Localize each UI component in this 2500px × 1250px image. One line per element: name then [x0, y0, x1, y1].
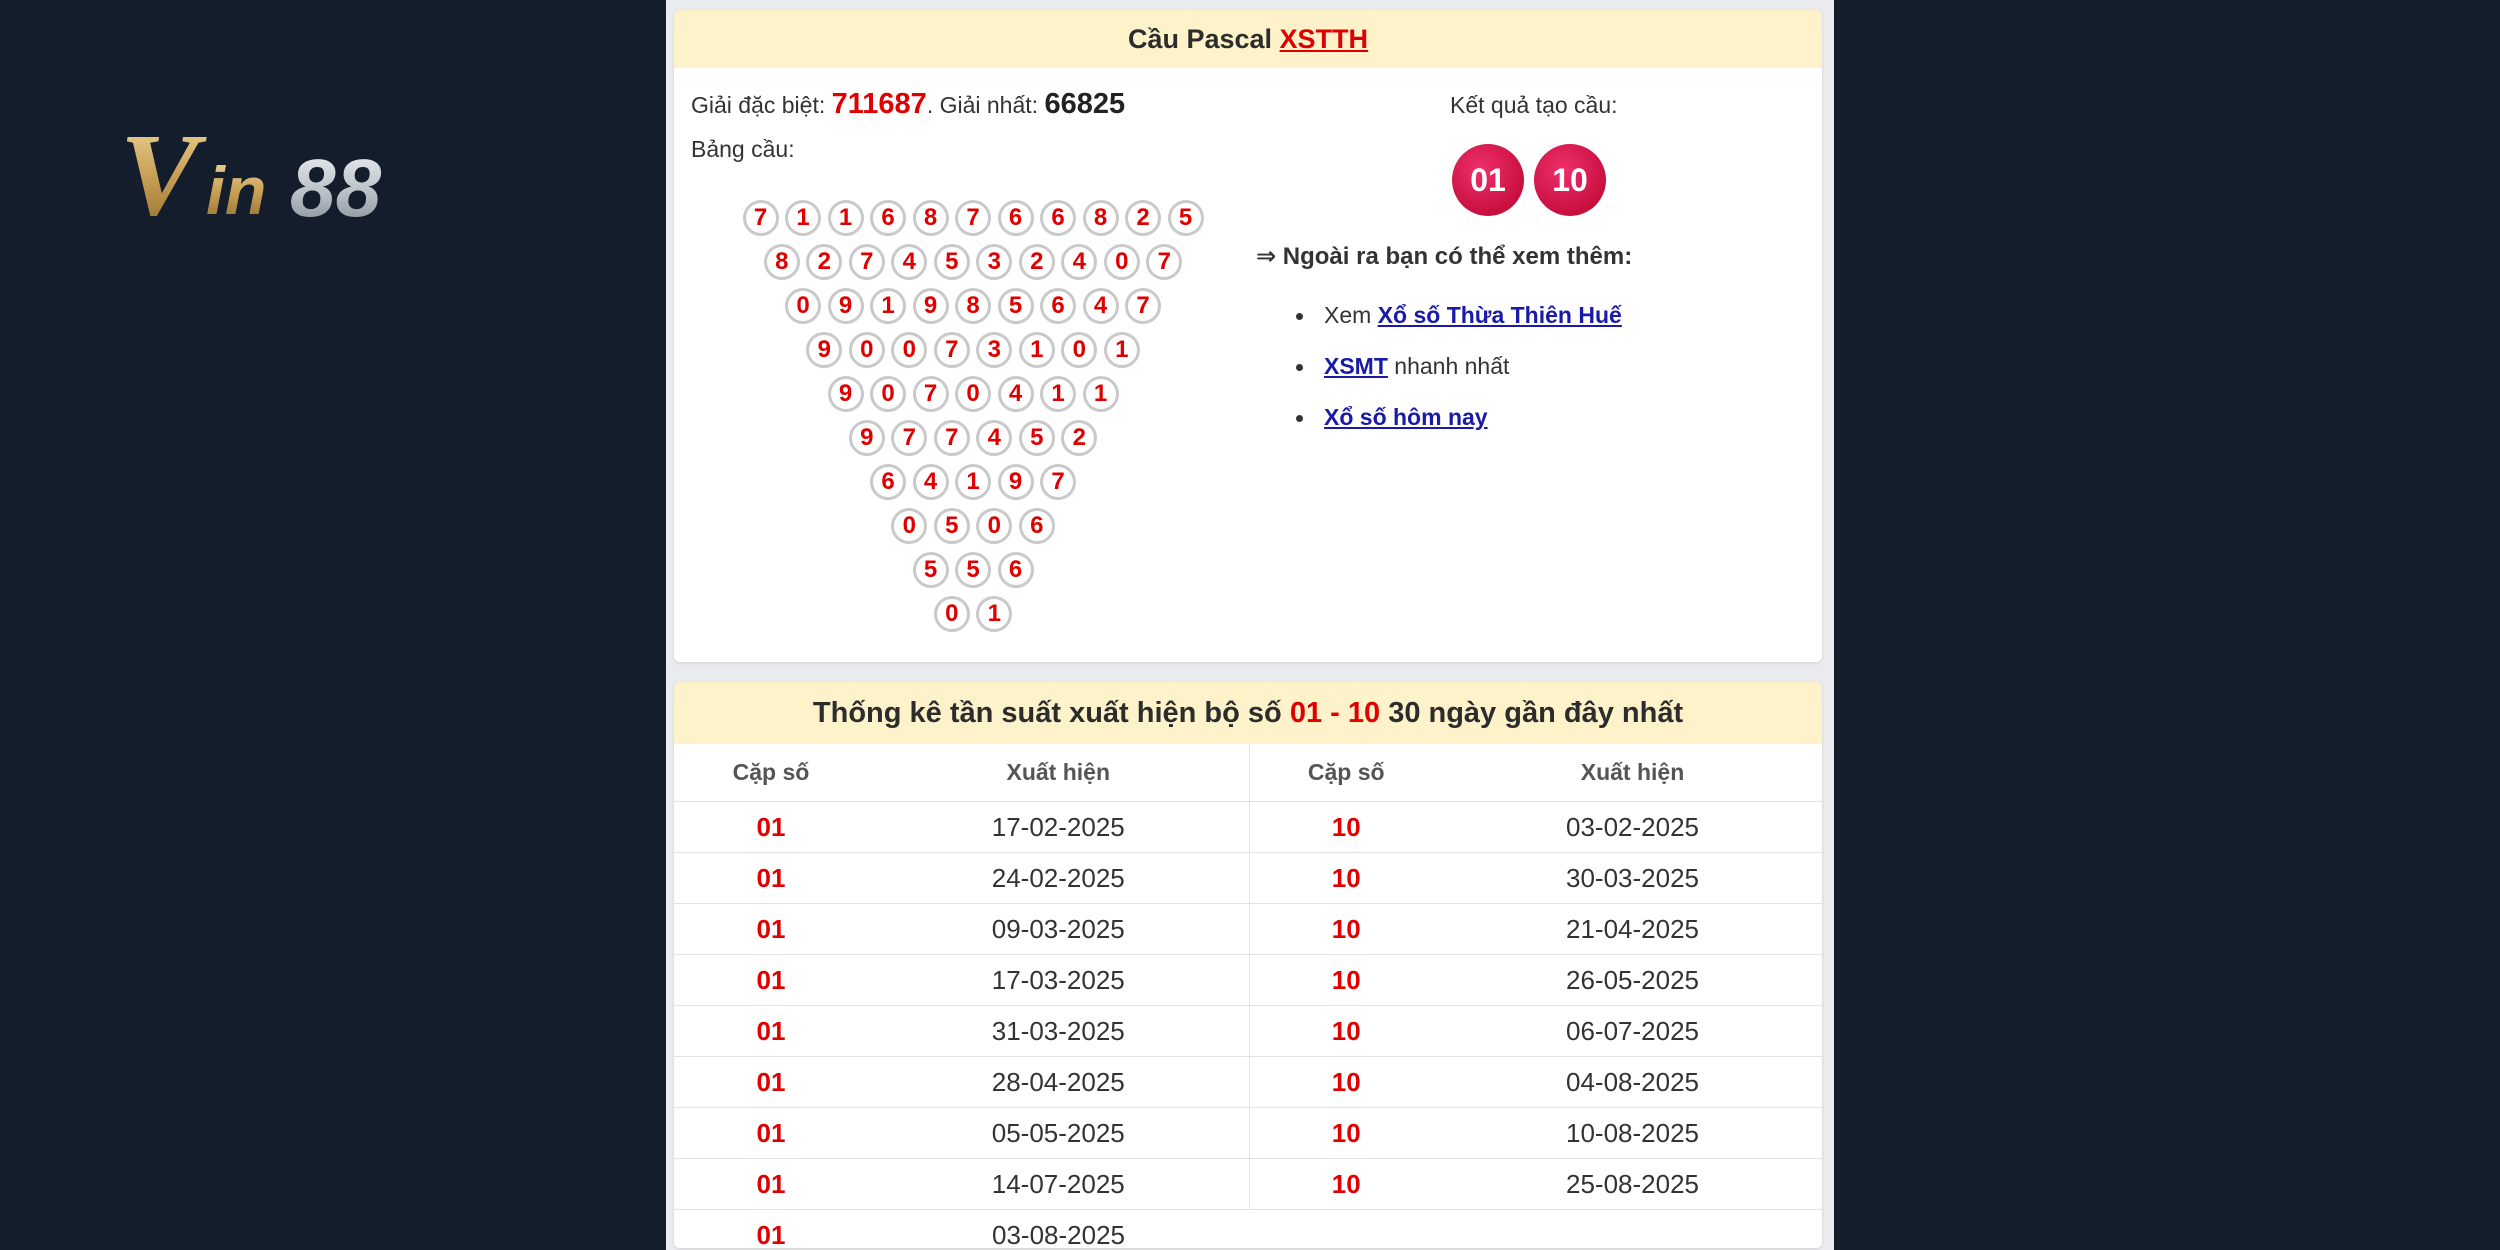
table-row — [674, 853, 1822, 904]
pascal-ball: 4 — [1061, 244, 1097, 280]
pascal-ball: 6 — [998, 200, 1034, 236]
pair-b-cell: 10 — [1249, 853, 1443, 904]
table-row — [674, 802, 1822, 853]
stats-body — [674, 802, 1822, 1249]
pascal-ball: 7 — [1146, 244, 1182, 280]
col-appear-a: Xuất hiện — [868, 744, 1249, 802]
logo-letter-v: V — [120, 112, 199, 240]
pascal-ball: 0 — [891, 332, 927, 368]
vin88-logo — [120, 112, 490, 242]
pascal-ball: 6 — [1019, 508, 1055, 544]
date-a-cell: 14-07-2025 — [868, 1159, 1249, 1210]
pascal-ball: 5 — [1019, 420, 1055, 456]
table-row — [674, 904, 1822, 955]
more-links-list — [1294, 300, 1622, 453]
pascal-ball: 1 — [1040, 376, 1076, 412]
pascal-ball: 9 — [998, 464, 1034, 500]
date-b-cell: 26-05-2025 — [1443, 955, 1822, 1006]
vin88-logo-graphic — [120, 112, 490, 242]
more-item2-suffix: nhanh nhất — [1387, 353, 1510, 379]
pair-b-cell: 10 — [1249, 1006, 1443, 1057]
pascal-ball: 0 — [1104, 244, 1140, 280]
stats-title-suffix: 30 ngày gần đây nhất — [1388, 696, 1684, 729]
pascal-title-text: Cầu Pascal — [1127, 23, 1273, 54]
main-content — [666, 0, 1834, 1250]
pascal-ball: 1 — [785, 200, 821, 236]
date-a-cell: 17-03-2025 — [868, 955, 1249, 1006]
date-a-cell: 09-03-2025 — [868, 904, 1249, 955]
pascal-ball: 0 — [1061, 332, 1097, 368]
pascal-ball: 7 — [1040, 464, 1076, 500]
table-label: Bảng cầu: — [691, 136, 795, 162]
pascal-ball: 7 — [849, 244, 885, 280]
pascal-ball: 2 — [1019, 244, 1055, 280]
date-a-cell: 28-04-2025 — [868, 1057, 1249, 1108]
pair-b-cell: 10 — [1249, 955, 1443, 1006]
pascal-ball: 5 — [934, 244, 970, 280]
date-b-cell — [1443, 1210, 1822, 1249]
date-b-cell: 25-08-2025 — [1443, 1159, 1822, 1210]
pair-a-cell: 01 — [674, 1006, 868, 1057]
pascal-ball: 9 — [913, 288, 949, 324]
date-b-cell: 03-02-2025 — [1443, 802, 1822, 853]
date-b-cell: 10-08-2025 — [1443, 1108, 1822, 1159]
pascal-ball: 1 — [1083, 376, 1119, 412]
pair-b-cell: 10 — [1249, 1159, 1443, 1210]
more-heading: ⇒ Ngoài ra bạn có thể xem thêm: — [1256, 243, 1633, 270]
pascal-ball: 3 — [976, 244, 1012, 280]
xs-hom-nay-link[interactable]: Xổ số hôm nay — [1324, 404, 1488, 430]
pair-b-cell: 10 — [1249, 802, 1443, 853]
date-b-cell: 30-03-2025 — [1443, 853, 1822, 904]
stats-panel — [674, 682, 1822, 1248]
more-item1-prefix: Xem — [1324, 302, 1378, 328]
date-b-cell: 06-07-2025 — [1443, 1006, 1822, 1057]
pascal-ball: 0 — [849, 332, 885, 368]
stats-header-row — [674, 744, 1822, 802]
pascal-ball: 8 — [1083, 200, 1119, 236]
pascal-ball: 5 — [955, 552, 991, 588]
pair-b-cell: 10 — [1249, 904, 1443, 955]
table-row — [674, 1210, 1822, 1249]
pascal-ball: 5 — [913, 552, 949, 588]
table-row — [674, 1057, 1822, 1108]
pascal-ball: 1 — [1019, 332, 1055, 368]
special-prize-value: 711687 — [831, 88, 927, 120]
pascal-ball: 0 — [976, 508, 1012, 544]
result-ball-1: 01 — [1452, 144, 1524, 216]
pair-a-cell: 01 — [674, 1057, 868, 1108]
pascal-ball: 5 — [998, 288, 1034, 324]
pair-a-cell: 01 — [674, 904, 868, 955]
pascal-ball: 0 — [934, 596, 970, 632]
pascal-ball: 4 — [1083, 288, 1119, 324]
pascal-ball: 1 — [955, 464, 991, 500]
pascal-ball: 0 — [955, 376, 991, 412]
pascal-ball: 7 — [891, 420, 927, 456]
pascal-ball: 6 — [1040, 288, 1076, 324]
date-a-cell: 05-05-2025 — [868, 1108, 1249, 1159]
pascal-ball: 7 — [934, 420, 970, 456]
pascal-ball: 6 — [870, 464, 906, 500]
stats-table — [674, 744, 1822, 1248]
result-label: Kết quả tạo cầu: — [1450, 92, 1618, 118]
pascal-ball: 6 — [1040, 200, 1076, 236]
pascal-panel — [674, 10, 1822, 662]
pascal-ball: 8 — [913, 200, 949, 236]
result-ball-2: 10 — [1534, 144, 1606, 216]
date-a-cell: 03-08-2025 — [868, 1210, 1249, 1249]
pair-b-cell — [1249, 1210, 1443, 1249]
pair-a-cell: 01 — [674, 1108, 868, 1159]
stats-title-highlight: 01 - 10 — [1289, 696, 1381, 729]
pascal-ball: 7 — [1125, 288, 1161, 324]
pascal-ball: 0 — [870, 376, 906, 412]
list-item — [1294, 300, 1622, 351]
xs-thua-thien-hue-link[interactable]: Xổ số Thừa Thiên Huế — [1377, 302, 1622, 328]
date-a-cell: 24-02-2025 — [868, 853, 1249, 904]
list-item — [1294, 402, 1622, 453]
logo-digits-88: 88 — [290, 143, 382, 234]
pascal-ball: 4 — [976, 420, 1012, 456]
pascal-ball: 2 — [806, 244, 842, 280]
first-prize-value: 66825 — [1044, 88, 1126, 120]
pascal-ball: 0 — [785, 288, 821, 324]
pascal-ball: 2 — [1061, 420, 1097, 456]
pascal-ball: 3 — [976, 332, 1012, 368]
pascal-ball: 1 — [1104, 332, 1140, 368]
col-appear-b: Xuất hiện — [1443, 744, 1822, 802]
pascal-ball: 9 — [849, 420, 885, 456]
pascal-ball: 7 — [955, 200, 991, 236]
stats-title-prefix: Thống kê tần suất xuất hiện bộ số — [812, 696, 1282, 729]
pascal-ball: 9 — [806, 332, 842, 368]
pair-a-cell: 01 — [674, 802, 868, 853]
table-row — [674, 1108, 1822, 1159]
pascal-ball: 5 — [1168, 200, 1204, 236]
xsmt-link[interactable]: XSMT — [1324, 353, 1388, 379]
logo-letters-in: in — [206, 153, 267, 229]
pascal-ball: 7 — [913, 376, 949, 412]
pascal-ball: 4 — [998, 376, 1034, 412]
pascal-ball: 4 — [891, 244, 927, 280]
pascal-triangle — [674, 10, 1274, 662]
pascal-ball: 1 — [828, 200, 864, 236]
table-row — [674, 955, 1822, 1006]
table-row — [674, 1159, 1822, 1210]
pair-a-cell: 01 — [674, 1159, 868, 1210]
pair-b-cell: 10 — [1249, 1108, 1443, 1159]
pascal-ball: 4 — [913, 464, 949, 500]
date-a-cell: 17-02-2025 — [868, 802, 1249, 853]
list-item — [1294, 351, 1622, 402]
pair-b-cell: 10 — [1249, 1057, 1443, 1108]
pascal-ball: 0 — [891, 508, 927, 544]
table-row — [674, 1006, 1822, 1057]
pair-a-cell: 01 — [674, 955, 868, 1006]
col-pair-a: Cặp số — [674, 744, 868, 802]
pascal-ball: 1 — [976, 596, 1012, 632]
pascal-ball: 2 — [1125, 200, 1161, 236]
pascal-ball: 7 — [934, 332, 970, 368]
pascal-ball: 9 — [828, 288, 864, 324]
pascal-ball: 5 — [934, 508, 970, 544]
date-b-cell: 04-08-2025 — [1443, 1057, 1822, 1108]
pascal-ball: 8 — [955, 288, 991, 324]
date-a-cell: 31-03-2025 — [868, 1006, 1249, 1057]
xstth-link[interactable]: XSTTH — [1279, 23, 1369, 54]
pascal-ball: 9 — [828, 376, 864, 412]
pascal-ball: 6 — [870, 200, 906, 236]
first-prize-label: . Giải nhất: — [926, 92, 1045, 118]
pair-a-cell: 01 — [674, 853, 868, 904]
pascal-ball: 8 — [764, 244, 800, 280]
special-prize-label: Giải đặc biệt: — [691, 92, 832, 118]
pascal-ball: 7 — [743, 200, 779, 236]
pascal-ball: 6 — [998, 552, 1034, 588]
col-pair-b: Cặp số — [1249, 744, 1443, 802]
pascal-ball: 1 — [870, 288, 906, 324]
stats-title — [674, 682, 1822, 744]
pair-a-cell: 01 — [674, 1210, 868, 1249]
date-b-cell: 21-04-2025 — [1443, 904, 1822, 955]
